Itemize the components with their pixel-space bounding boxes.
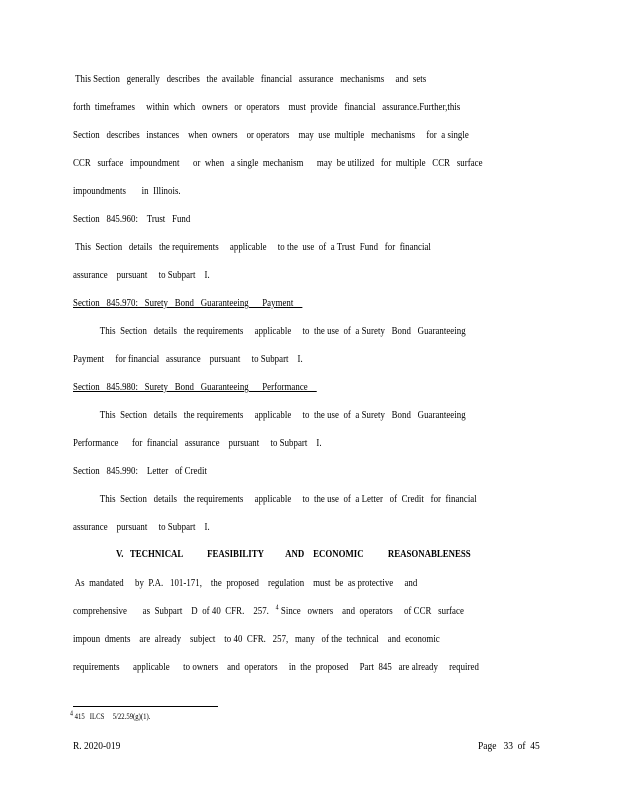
section-heading-845-980: Section 845.980: Surety Bond Guaranteeing Performance	[73, 382, 317, 393]
footnote-reference: 4	[275, 603, 279, 612]
body-line	[73, 605, 464, 619]
section-heading-845-970: Section 845.970: Surety Bond Guaranteeing Payment	[73, 298, 303, 309]
body-line-text: comprehensive as Subpart D of 40 CFR. 257.	[73, 606, 269, 617]
body-line: requirements applicable to owners and operators in the proposed Part 845 are already required	[73, 662, 479, 673]
body-line: assurance pursuant to Subpart I.	[73, 522, 210, 533]
body-line: This Section details the requirements applicable to the use of a Surety Bond Guaranteeing	[73, 326, 466, 337]
body-line: This Section details the requirements applicable to the use of a Letter of Credit for financial	[73, 494, 477, 505]
footnote-number: 4	[70, 709, 73, 718]
footer-docket-number: R. 2020-019	[73, 740, 121, 752]
body-line: Payment for financial assurance pursuant to Subpart I.	[73, 354, 303, 365]
footnote	[70, 709, 151, 721]
footnote-text: 415 ILCS 5/22.59(g)(1).	[72, 712, 151, 721]
body-line: impoundments in Illinois.	[73, 186, 181, 197]
body-line: This Section generally describes the available financial assurance mechanisms and sets	[73, 74, 427, 85]
section-heading-845-960: Section 845.960: Trust Fund	[73, 214, 191, 225]
body-line: Performance for financial assurance pursuant to Subpart I.	[73, 438, 322, 449]
body-line: forth timeframes within which owners or operators must provide financial assurance.Further,this	[73, 102, 461, 113]
body-line: Section describes instances when owners or operators may use multiple mechanisms for a single	[73, 130, 469, 141]
body-line: As mandated by P.A. 101-171, the proposed regulation must be as protective and	[73, 578, 418, 589]
section-heading-845-990: Section 845.990: Letter of Credit	[73, 466, 207, 477]
body-line-tail: Since owners and operators of CCR surface	[278, 606, 464, 617]
body-line: This Section details the requirements applicable to the use of a Surety Bond Guaranteeing	[73, 410, 466, 421]
body-line: This Section details the requirements applicable to the use of a Trust Fund for financial	[73, 242, 431, 253]
body-line: CCR surface impoundment or when a single mechanism may be utilized for multiple CCR surface	[73, 158, 483, 169]
body-line: impoun dments are already subject to 40 CFR. 257, many of the technical and economic	[73, 634, 440, 645]
footer-page-number: Page 33 of 45	[478, 740, 540, 752]
body-line: assurance pursuant to Subpart I.	[73, 270, 210, 281]
section-title: V. TECHNICAL FEASIBILITY AND ECONOMIC REASONABLENESS	[116, 549, 471, 560]
footnote-divider	[73, 706, 218, 707]
